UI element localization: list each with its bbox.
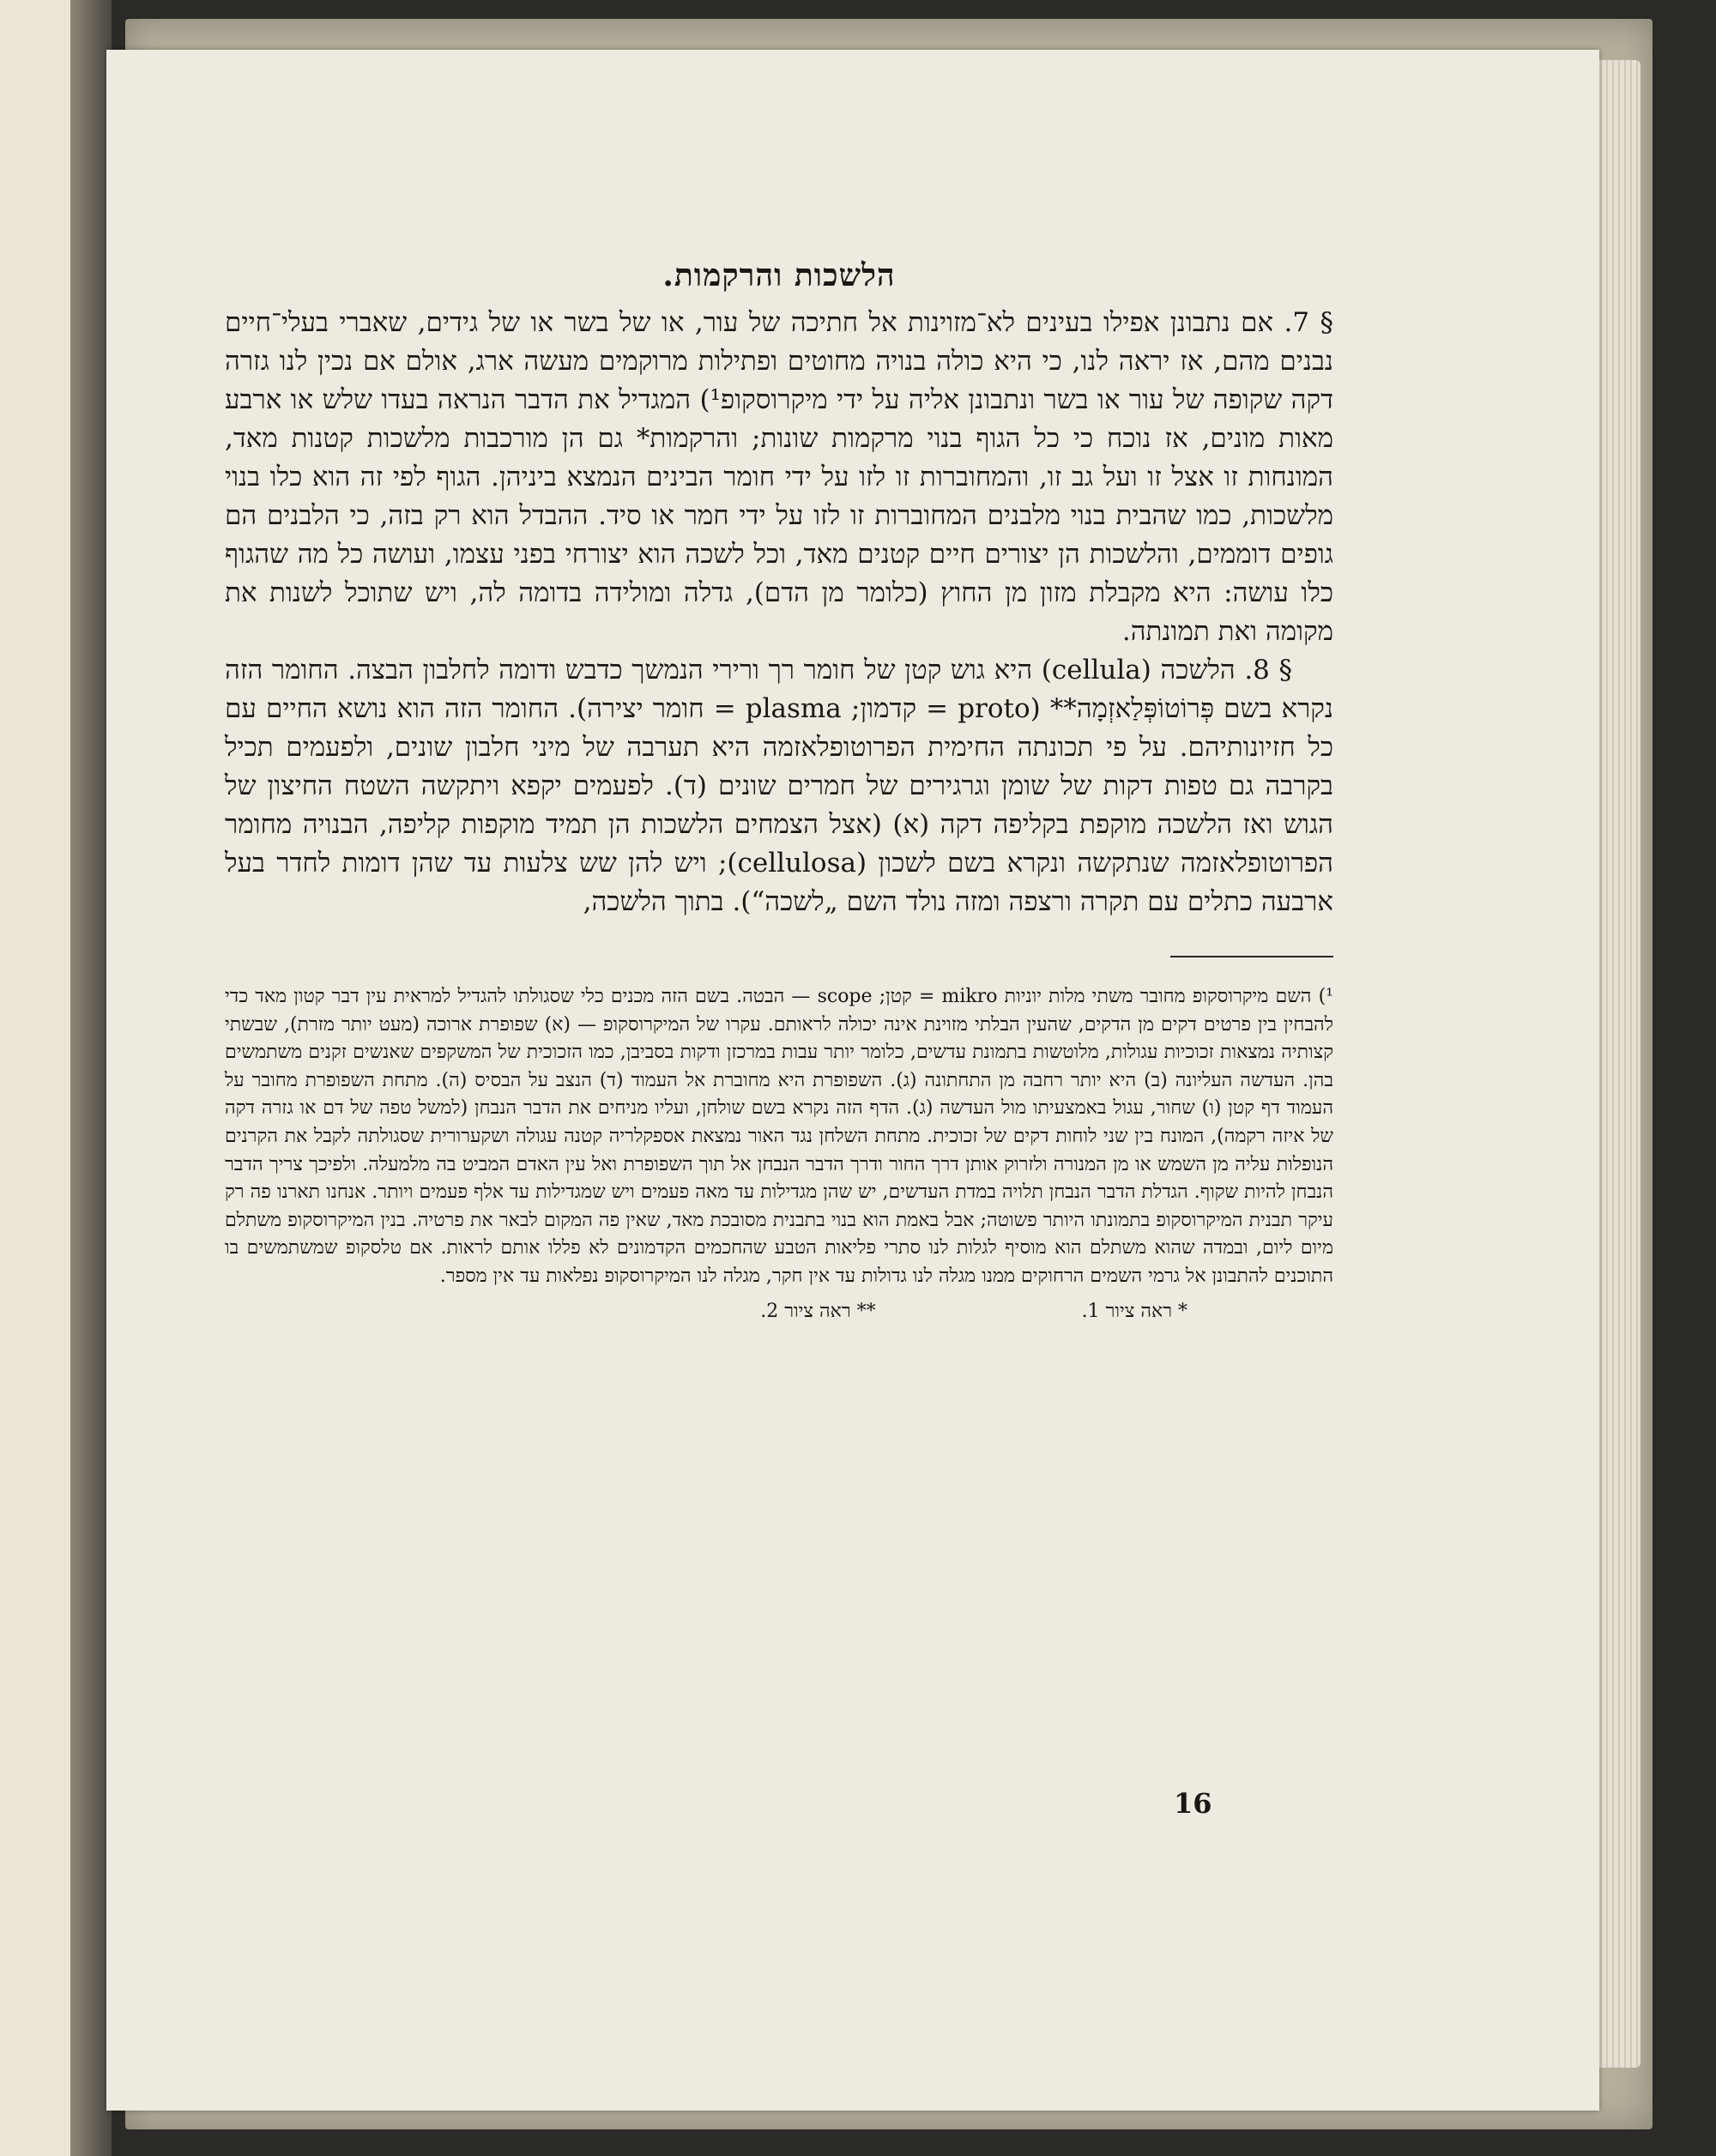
- page-number: 16: [1174, 1787, 1212, 1820]
- page-content: [225, 257, 1333, 1322]
- figure-references: [225, 1300, 1333, 1322]
- section-title: הלשכות והרקמות.: [662, 257, 896, 293]
- paragraph-8: § 8. הלשכה (cellula) היא גוש קטן של חומר רך ורירי הנמשך כדבש ודומה לחלבון הבצה. החומר הזה נקרא בשם פְּרוֹטוֹפְּלַאזְמָה** (proto = קדמון; plasma = חומר יצירה). החומר הזה הוא נושא החיים עם כל חזיונותיהם. על פי תכונתה החימית הפרוטופלאזמה היא תערבה של מיני חלבון שונים, ולפעמים תכיל בקרבה גם טפות דקות של שומן וגרגירים של חמרים שונים (ד). לפעמים יקפא ויתקשה השטח החיצון של הגוש ואז הלשכה מוקפת בקליפה דקה (א) (אצל הצמחים הלשכות הן תמיד מוקפות קליפה, הבנויה מחומר הפרוטופלאזמה שנתקשה ונקרא בשם לשכון (cellulosa); ויש להן שש צלעות עד שהן דומות לחדר בעל ארבעה כתלים עם תקרה ורצפה ומזה נולד השם „לשכה“). בתוך הלשכה,: [225, 655, 1333, 917]
- book-page: [106, 50, 1599, 2111]
- book-gutter: [70, 0, 112, 2156]
- figure-ref-2: ** ראה ציור 2.: [760, 1300, 876, 1322]
- footnote-separator: [1170, 956, 1333, 957]
- footnote-1: ¹) השם מיקרוסקופ מחובר משתי מלות יוניות mikro = קטן; scope — הבטה. בשם הזה מכנים כלי שסגולתו להגדיל למראית עין דבר קטון מאד כדי להבחין בין פרטים דקים מן הדקים, שהעין הבלתי מזוינת אינה יכולה לראותם. עקרו של המיקרוסקופ — (א) שפופרת ארוכה (מעט יותר מזרת), שבשתי קצותיה נמצאות זכוכיות עגולות, מלוטשות בתמונת עדשים, כלומר יותר עבות במרכזן ודקות בסביבן, כמו הזכוכית של המשקפים שאנשים זקנים משתמשים בהן. העדשה העליונה (ב) היא יותר רחבה מן התחתונה (ג). השפופרת היא מחוברת אל העמוד (ד) הנצב על הבסיס (ה). מתחת השפופרת מחובר על העמוד דף קטן (ו) שחור, עגול באמצעיתו מול העדשה (ג). הדף הזה נקרא בשם שולחן, ועליו מניחים את הדבר הנבחן (למשל טפה של דם או גזרה דקה של איזה רקמה), המונח בין שני לוחות דקים של זכוכית. מתחת השלחן נגד האור נמצאת אספקלריה קטנה עגולה ושקערורית שסגולתה לקבל את הקרנים הנופלות עליה מן השמש או מן המנורה ולזרוק אותן דרך החור ודרך הדבר הנבחן אל תוך השפופרת ואל עין האדם המביט בה מלמעלה. ולפיכך צריך הדבר הנבחן להיות שקוף. הגדלת הדבר הנבחן תלויה במדת העדשים, יש שהן מגדילות עד מאה פעמים ויש שמגדילות עד אלף פעמים ויותר. אנחנו תארנו פה רק עיקר תבנית המיקרוסקופ בתמונתו היותר פשוטה; אבל באמת הוא בנוי בתבנית מסובכת מאד, שאין פה המקום לבאר את פרטיה. בנין המיקרוסקופ משתלם מיום ליום, ובמדה שהוא משתלם הוא מוסיף לגלות לנו סתרי פליאות הטבע שהחכמים הקדמונים לא פללו אותם לראות. אם טלסקופ שמשתמשים בו התוכנים להתבונן אל גרמי השמים הרחוקים ממנו מגלה לנו גדולות עד אין חקר, מגלה לנו המיקרוסקופ נפלאות עד אין מספר.: [225, 986, 1333, 1287]
- facing-page-edge: [0, 0, 73, 2156]
- paragraph-7: § 7. אם נתבונן אפילו בעינים לא־מזוינות אל חתיכה של עור, או של בשר או של גידים, שאברי בעלי־חיים נבנים מהם, אז יראה לנו, כי היא כולה בנויה מחוטים ופתילות מרוקמים מעשה ארג, אולם אם נכין לנו גזרה דקה שקופה של עור או בשר ונתבונן אליה על ידי מיקרוסקופ¹) המגדיל את הדבר הנראה בעדו שלש או ארבע מאות מונים, אז נוכח כי כל הגוף בנוי מרקמות שונות; והרקמות* גם הן מורכבות מלשכות קטנות מאד, המונחות זו אצל זו ועל גב זו, והמחוברות זו לזו על ידי חומר הבינים הנמצא ביניהן. הגוף לפי זה הוא כלו בנוי מלשכות, כמו שהבית בנוי מלבנים המחוברות זו לזו על ידי חמר או סיד. ההבדל הוא רק בזה, כי הלבנים הם גופים דוממים, והלשכות הן יצורים חיים קטנים מאד, וכל לשכה הוא יצורחי בפני עצמו, ועושה כל מה שהגוף כלו עושה: היא מקבלת מזון מן החוץ (כלומר מן הדם), גדלה ומולידה בדומה לה, ויש שתוכל לשנות את מקומה ואת תמונתה.: [225, 307, 1333, 647]
- figure-ref-1: * ראה ציור 1.: [1081, 1300, 1187, 1322]
